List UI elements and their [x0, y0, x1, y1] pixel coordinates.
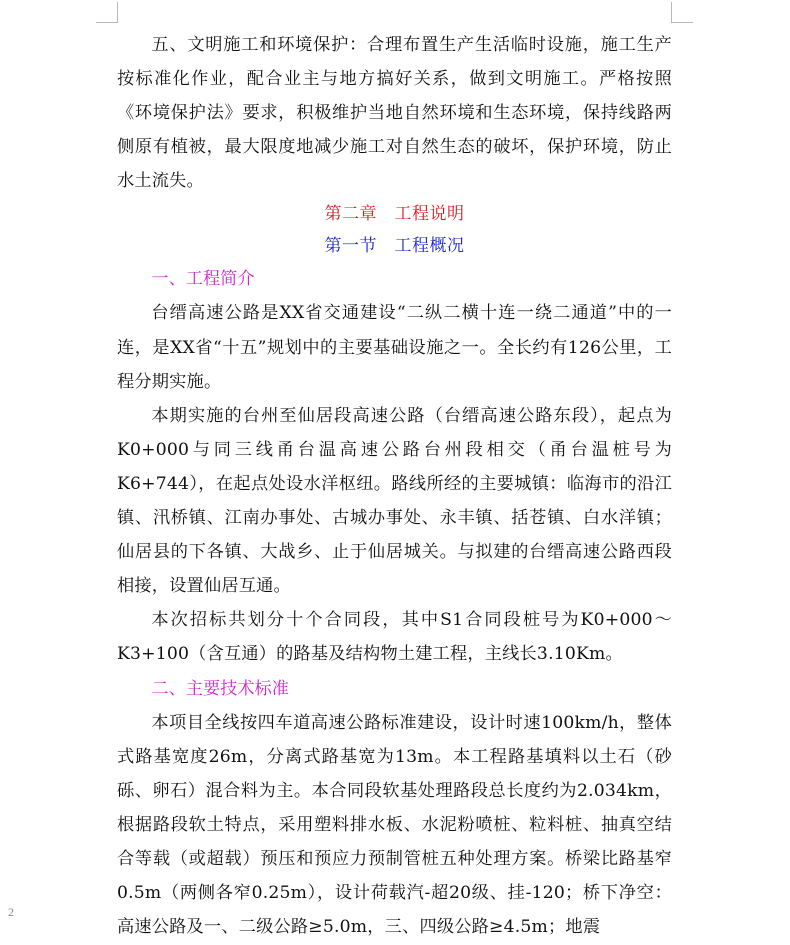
crop-mark-top-left-vertical	[117, 2, 118, 23]
paragraph-civilized-construction: 五、文明施工和环境保护：合理布置生产生活临时设施，施工生产按标准化作业，配合业主与地方搞好关系，做到文明施工。严格按照《环境保护法》要求，积极维护当地自然环境和生态环境，保持线路两侧原有植被，最大限度地减少施工对自然生态的破坏，保护环境，防止水土流失。	[117, 35, 672, 192]
page-number: 2	[8, 905, 14, 919]
heading-project-overview: 一、工程简介	[151, 269, 255, 290]
paragraph-overview-1: 台缙高速公路是XX省交通建设“二纵二横十连一绕二通道”中的一连，是XX省“十五”规划中的主要基础设施之一。全长约有126公里，工程分期实施。	[117, 303, 672, 392]
section-title: 第一节 工程概况	[324, 236, 465, 257]
document-body	[117, 28, 672, 944]
paragraph-overview-2: 本期实施的台州至仙居段高速公路（台缙高速公路东段），起点为K0+000与同三线甬台温高速公路台州段相交（甬台温桩号为K6+744），在起点处设水洋枢纽。路线所经的主要城镇：临海市的沿江镇、汛桥镇、江南办事处、古城办事处、永丰镇、括苍镇、白水洋镇；仙居县的下各镇、大战乡、止于仙居城关。与拟建的台缙高速公路西段相接，设置仙居互通。	[117, 405, 672, 597]
heading-technical-standards: 二、主要技术标准	[151, 678, 289, 699]
crop-mark-top-left-horizontal	[96, 22, 118, 23]
paragraph-standards-1: 本项目全线按四车道高速公路标准建设，设计时速100km/h，整体式路基宽度26m，分离式路基宽为13m。本工程路基填料以土石（砂砾、卵石）混合料为主。本合同段软基处理路段总长度约为2.034km，根据路段软土特点，采用塑料排水板、水泥粉喷桩、粒料桩、抽真空结合等载（或超载）预压和预应力预制管桩五种处理方案。桥梁比路基窄0.5m（两侧各窄0.25m），设计荷载汽-超20级、挂-120；桥下净空：高速公路及一、二级公路≥5.0m，三、四级公路≥4.5m；地震	[117, 712, 672, 938]
crop-mark-top-right-horizontal	[671, 22, 693, 23]
chapter-title: 第二章 工程说明	[324, 204, 465, 225]
paragraph-overview-3: 本次招标共划分十个合同段，其中S1合同段桩号为K0+000～K3+100（含互通）的路基及结构物土建工程，主线长3.10Km。	[117, 610, 672, 665]
crop-mark-top-right-vertical	[671, 2, 672, 23]
